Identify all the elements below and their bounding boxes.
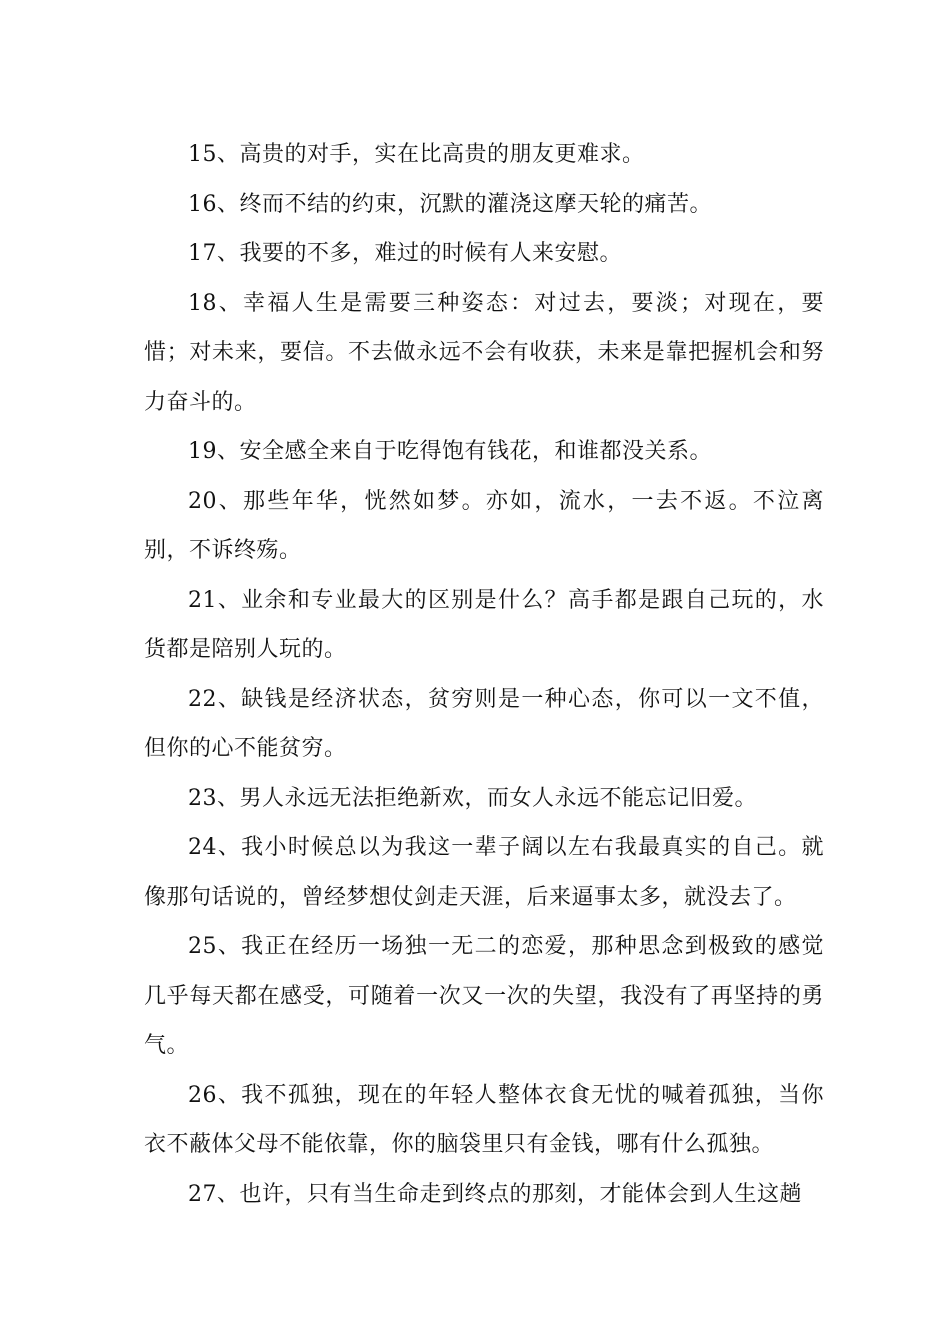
paragraph-21: 21、业余和专业最大的区别是什么？高手都是跟自己玩的，水货都是陪别人玩的。	[144, 587, 824, 662]
paragraph-20: 20、那些年华，恍然如梦。亦如，流水，一去不返。不泣离别，不诉终殇。	[144, 488, 824, 563]
paragraph-17: 17、我要的不多，难过的时候有人来安慰。	[188, 241, 622, 266]
paragraph-26: 26、我不孤独，现在的年轻人整体衣食无忧的喊着孤独，当你衣不蔽体父母不能依靠，你的脑袋里只有金钱，哪有什么孤独。	[144, 1082, 824, 1157]
paragraph-23: 23、男人永远无法拒绝新欢，而女人永远不能忘记旧爱。	[188, 785, 757, 811]
paragraph-27: 27、也许，只有当生命走到终点的那刻，才能体会到人生这趟	[188, 1181, 802, 1207]
paragraph-24: 24、我小时候总以为我这一辈子阔以左右我最真实的自己。就像那句话说的，曾经梦想仗剑走天涯，后来逼事太多，就没去了。	[144, 835, 824, 910]
paragraph-22: 22、缺钱是经济状态，贫穷则是一种心态，你可以一文不值，但你的心不能贫穷。	[144, 686, 824, 761]
paragraph-18: 18、幸福人生是需要三种姿态：对过去，要淡；对现在，要惜；对未来，要信。不去做永远不会有收获，未来是靠把握机会和努力奋斗的。	[144, 290, 824, 415]
paragraph-15: 15、高贵的对手，实在比高贵的朋友更难求。	[188, 142, 645, 167]
paragraph-25: 25、我正在经历一场独一无二的恋爱，那种思念到极致的感觉几乎每天都在感受，可随着一次又一次的失望，我没有了再坚持的勇气。	[144, 934, 824, 1058]
document-body	[144, 130, 824, 1219]
paragraph-16: 16、终而不结的约束，沉默的灌浇这摩天轮的痛苦。	[188, 191, 712, 217]
paragraph-19: 19、安全感全来自于吃得饱有钱花，和谁都没关系。	[188, 439, 712, 464]
